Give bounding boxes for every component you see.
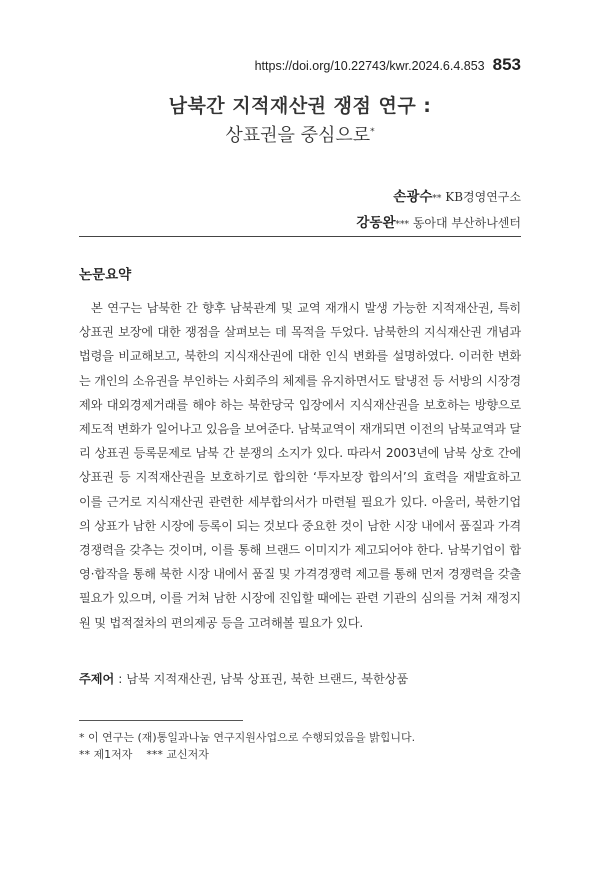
author-mark: *** [395,220,410,230]
keywords [79,670,521,687]
footnotes [79,729,415,763]
header-divider [79,236,521,237]
subtitle-text: 상표권을 중심으로 [225,125,371,146]
author-list [356,185,521,237]
author-2 [356,211,521,237]
author-1 [356,185,521,211]
footnote-divider [79,720,243,721]
keywords-label: 주제어 [79,672,115,686]
footnote-authors [79,746,415,763]
footnote-funding: * 이 연구는 (재)통일과나눔 연구지원사업으로 수행되었음을 밝힙니다. [79,731,416,744]
author-affiliation: KB경영연구소 [445,190,521,204]
author-name: 강동완 [356,215,396,231]
abstract-body: 본 연구는 남북한 간 향후 남북관계 및 교역 재개시 발생 가능한 지적재산권, 특히 상표권 보장에 대한 쟁점을 살펴보는 데 목적을 두었다. 남북한의 지식재산권 개념과 법령을 비교해보고, 북한의 지식재산권에 대한 인식 변화를 설명하였다. 이러한 변화는 개인의 소유권을 부인하는 사회주의 체제를 유지하면서도 탈냉전 등 서방의 시장경제와 대외경제거래를 해야 하는 북한당국 입장에서 지식재산권을 보호하는 방향으로 제도적 변화가 일어나고 있음을 보여준다. 남북교역이 재개되면 이전의 남북교역과 달리 상표권 등록문제로 남북 간 분쟁의 소지가 있다. 따라서 2003년에 남북 상호 간에 상표권 등 지적재산권을 보호하기로 합의한 ‘투자보장 합의서’의 효력을 재발효하고 이를 근거로 지식재산권 관련한 세부합의서가 마련될 필요가 있다. 아울러, 북한기업의 상표가 남한 시장에 등록이 되는 것보다 중요한 것이 남한 시장 내에서 품질과 가격경쟁력을 갖추는 것이며, 이를 통해 브랜드 이미지가 제고되어야 한다. 남북기업이 합영·합작을 통해 북한 시장 내에서 품질 및 가격경쟁력 제고를 통해 먼저 경쟁력을 갖출 필요가 있으며, 이를 거쳐 남한 시장에 진입할 때에는 관련 기관의 심의를 거쳐 재정지원 및 법적절차의 편의제공 등을 고려해볼 필요가 있다. [79,301,521,630]
footnote-corresponding-author: *** 교신저자 [146,748,209,761]
keywords-text: 남북 지적재산권, 남북 상표권, 북한 브랜드, 북한상품 [126,672,409,686]
keywords-separator: : [114,672,127,686]
paper-subtitle [0,121,600,147]
abstract-heading: 논문요약 [79,267,132,283]
page-number: 853 [492,55,521,74]
page-header [255,55,521,75]
paper-title: 남북간 지적재산권 쟁점 연구 : [168,95,432,117]
author-name: 손광수 [393,189,433,205]
doi-link[interactable]: https://doi.org/10.22743/kwr.2024.6.4.853 [254,59,485,73]
subtitle-footnote-mark: * [370,127,375,137]
author-mark: ** [432,194,442,204]
footnote-first-author: ** 제1저자 [79,748,133,761]
author-affiliation: 동아대 부산하나센터 [412,216,521,230]
